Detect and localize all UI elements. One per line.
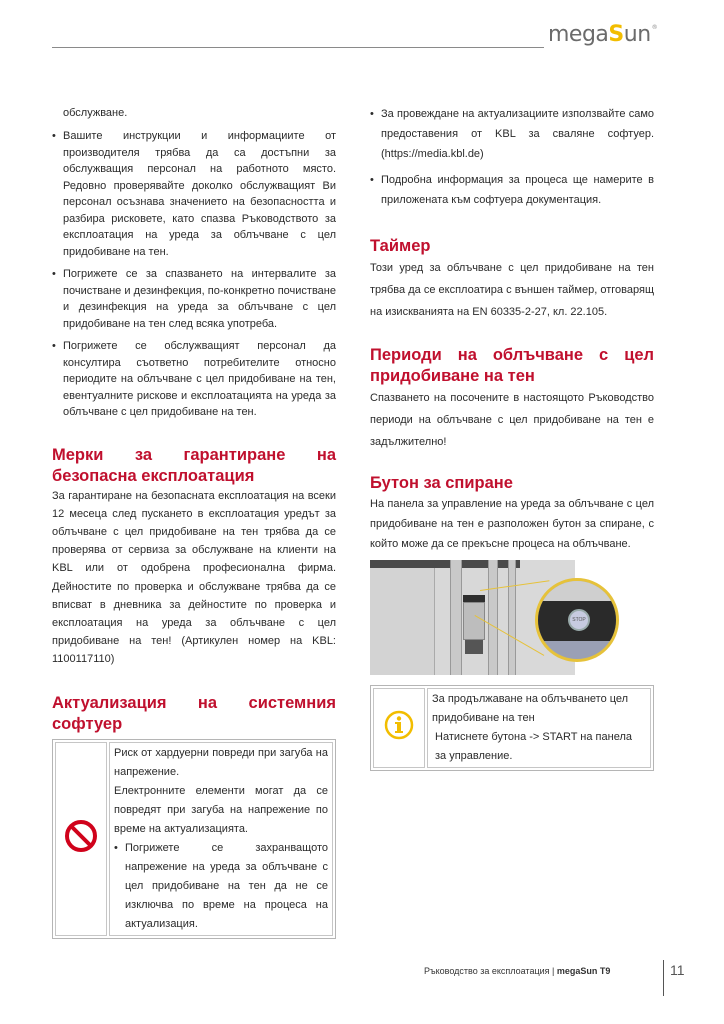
tanning-periods-body: Спазването на посочените в настоящото Ръководство периоди на облъчване с цел придобиване на тен е задължително!: [370, 392, 654, 448]
list-item: • Подробна информация за процеса ще намерите в приложената към софтуера документация.: [370, 170, 654, 210]
footer-divider: [663, 960, 664, 996]
photo-side-panel: [370, 568, 435, 675]
software-notes-list: [370, 104, 654, 210]
logo-text-suffix: un: [623, 22, 651, 47]
software-update-heading: Актуализация на системния софтуер: [52, 693, 336, 733]
info-icon: [383, 709, 415, 741]
prohibition-icon: [64, 819, 98, 853]
info-line-2: Натиснете бутона -> START на панела за управление.: [435, 731, 632, 762]
info-icon-cell: [373, 688, 425, 768]
callout-top: [538, 581, 616, 601]
photo-rail: [508, 560, 516, 675]
stop-button-body: На панела за управление на уреда за облъчване с цел придобиване на тен е разположен бутон за спиране, с който може да се прекъсне процеса на облъчване.: [370, 498, 654, 550]
list-item: • Погрижете се за спазването на интервалите за почистване и дезинфекция, по-конкретно почистване и дезинфекция на уреда за облъчване с цел придобиване на тен след всяка употреба.: [52, 266, 336, 332]
stop-button-heading: Бутон за спиране: [370, 474, 513, 492]
photo-rail: [488, 560, 498, 675]
logo-text-highlight: S: [608, 22, 624, 47]
warning-icon-cell: [55, 742, 107, 936]
info-line-1: За продължаване на облъчването цел придобиване на тен: [432, 693, 629, 724]
safety-heading: Мерки за гарантиране на безопасна експлоатация: [52, 445, 336, 485]
header-rule: [52, 47, 544, 48]
photo-device-bottom: [465, 640, 483, 654]
safety-body: За гарантиране на безопасната експлоатация на всеки 12 месеца след пускането в експлоатация уредът за облъчване с цел придобиване на тен трябва да се проверява от сервиза за обслужване на клиенти на KBL или от одобрена професионална фирма. Дейностите по проверка и обслужване трябва да се вписват в дневника за дейностите по проверка и експлоатация на уреда за облъчване с цел придобиване на тен! (Артикулен номер на KBL: 1100117110): [52, 489, 336, 666]
intro-continuation: обслужване.: [63, 107, 128, 119]
photo-rail: [450, 560, 462, 675]
list-item: • Вашите инструкции и информациите от производителя трябва да са достъпни за обслужващия персонал на работното място. Редовно проверявайте доколко обслужващият Ви персонал осъзнава значението на безопасността и разбира рисковете, като спазва Ръководството за експлоатация на уреда за облъчване с цел придобиване на тен.: [52, 128, 336, 260]
left-column: [52, 104, 336, 939]
warning-line-2: Електронните елементи могат да се повредят при загуба на напрежение по време на актуализацията.: [114, 784, 328, 835]
page-number: 11: [670, 962, 685, 978]
timer-body: Този уред за облъчване с цел придобиване на тен трябва да се експлоатира с външен таймер, отговарящ на изискванията на EN 60335-2-27, кл. 22.105.: [370, 262, 654, 318]
info-box: [370, 685, 654, 771]
footer-manual-label: Ръководство за експлоатация |: [424, 966, 557, 976]
footer-doc-title: [424, 966, 610, 976]
control-panel-photo: [370, 560, 660, 675]
registered-mark: ®: [651, 24, 658, 31]
stop-button-image: STOP: [568, 609, 590, 631]
warning-list: [114, 839, 328, 934]
right-column: [370, 104, 654, 771]
timer-heading: Таймер: [370, 237, 431, 255]
list-item: • Погрижете се обслужващият персонал да консултира съответно потребителите относно периодите на облъчване с цел придобиване на тен, евентуалните рискове и експлоатацията на уреда за облъчване с цел придобиване на тен.: [52, 338, 336, 421]
stop-button-callout: [535, 578, 619, 662]
megasun-logo: [548, 22, 656, 47]
operator-duties-list: [52, 128, 336, 421]
logo-text-prefix: mega: [548, 22, 609, 47]
footer-product-name: megaSun T9: [556, 966, 611, 976]
warning-line-1: Риск от хардуерни повреди при загуба на напрежение.: [114, 746, 328, 778]
info-text-cell: [427, 688, 651, 768]
tanning-periods-heading: Периоди на облъчване с цел придобиване на тен: [370, 346, 654, 385]
list-item: • Погрижете се захранващото напрежение на уреда за облъчване с цел придобиване на тен да не се изключва по време на процеса на актуализация.: [114, 839, 328, 934]
warning-text-cell: [109, 742, 333, 936]
warning-box: [52, 739, 336, 939]
photo-control-unit: [463, 602, 485, 640]
list-item: • За провеждане на актуализациите използвайте само предоставения от KBL за сваляне софтуер. (https://media.kbl.de): [370, 104, 654, 164]
